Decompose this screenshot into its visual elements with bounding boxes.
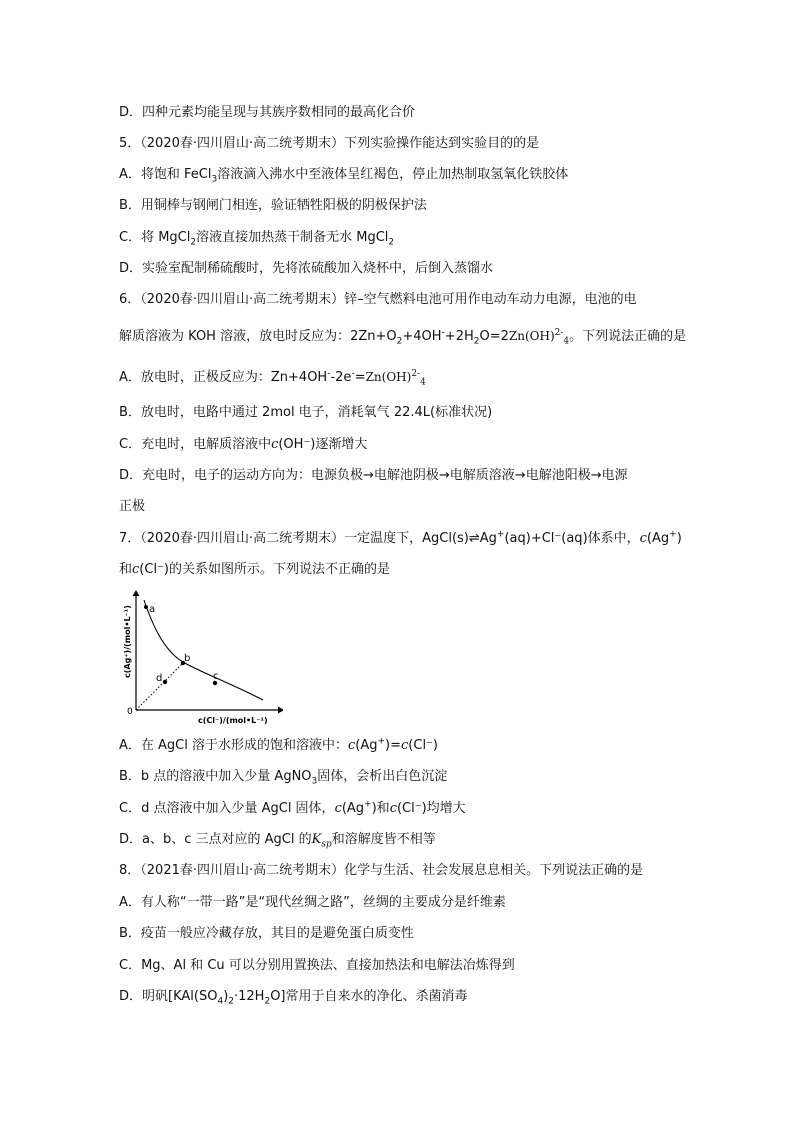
q4-option-d: D．四种元素均能呈现与其族序数相同的最高化合价 [119, 105, 416, 120]
q8-option-a: A．有人称“一带一路”是“现代丝绸之路”，丝绸的主要成分是纤维素 [119, 895, 506, 910]
q8-option-c: C．Mg、Al 和 Cu 可以分别用置换法、直接加热法和电解法冶炼得到 [119, 958, 515, 973]
y-axis-arrow [133, 590, 140, 596]
zincate-formula: Zn(OH)$^{2-}_4$ [508, 328, 570, 347]
q7-option-a: A．在 AgCl 溶于水形成的饱和溶液中：c(Ag+)=c(Cl⁻) [119, 736, 438, 753]
q5-option-b: B．用铜棒与钢闸门相连，验证牺牲阳极的阴极保护法 [119, 198, 427, 213]
q7-stem-line1: 7．（2020春·四川眉山·高二统考期末）一定温度下，AgCl(s)⇌Ag+(aq)+Cl⁻(aq)体系中，c(Ag+) [119, 529, 682, 546]
q7-option-c: C．d 点溶液中加入少量 AgCl 固体，c(Ag+)和c(Cl⁻)均增大 [119, 799, 466, 816]
solubility-curve [144, 600, 263, 700]
label-b: b [184, 653, 191, 664]
q6-option-d-line2: 正极 [119, 499, 146, 514]
x-axis-arrow [278, 707, 283, 714]
q5-option-c: C．将 MgCl$_2$溶液直接加热蒸干制备无水 MgCl$_2$ [119, 230, 395, 248]
q8-stem: 8．（2021春·四川眉山·高二统考期末）化学与生活、社会发展息息相关。下列说法正确的是 [119, 863, 644, 878]
q6-stem-line2: 解质溶液为 KOH 溶液，放电时反应为：$2Zn+O_2+4OH^-+2H_2O=2Zn(OH)^{2-}_4$。下列说法正确的是 [119, 327, 687, 347]
q6-option-c: C．充电时，电解质溶液中c(OH⁻)逐渐增大 [119, 437, 368, 452]
label-a: a [149, 604, 156, 615]
label-d: d [156, 673, 163, 684]
solubility-curve-graph [118, 590, 283, 730]
y-axis-label: c(Ag⁺)/(mol•L⁻¹) [123, 605, 132, 678]
point-a [144, 605, 148, 609]
x-axis-label: c(Cl⁻)/(mol•L⁻¹) [198, 716, 268, 725]
q8-option-d: D．明矾$[KAl(SO_4)_2\cdot 12H_2O]$常用于自来水的净化、杀菌消毒 [119, 989, 468, 1007]
q8-option-b: B．疫苗一般应冷藏存放，其目的是避免蛋白质变性 [119, 926, 414, 941]
q6-option-b: B．放电时，电路中通过 2mol 电子，消耗氧气 22.4L(标准状况) [119, 405, 493, 420]
label-c: c [213, 671, 219, 682]
q5-option-a: A．将饱和 FeCl$_3$溶液滴入沸水中至液体呈红褐色，停止加热制取氢氧化铁胶体 [119, 167, 569, 185]
origin-label: 0 [127, 707, 133, 717]
q7-option-d: D．a、b、c 三点对应的 AgCl 的$K_{sp}$和溶解度皆不相等 [119, 832, 436, 850]
dotted-line [136, 663, 183, 710]
q6-option-a: A．放电时，正极反应为：Zn+4OH--2e-=Zn(OH)$^{2-}_4$ [119, 368, 426, 388]
q5-stem: 5．（2020春·四川眉山·高二统考期末）下列实验操作能达到实验目的的是 [119, 136, 540, 151]
q5-option-d: D．实验室配制稀硫酸时，先将浓硫酸加入烧杯中，后倒入蒸馏水 [119, 261, 494, 276]
q7-stem-line2: 和c(Cl⁻)的关系如图所示。下列说法不正确的是 [119, 562, 390, 577]
point-d [163, 680, 167, 684]
q6-stem-line1: 6．（2020春·四川眉山·高二统考期末）锌–空气燃料电池可用作电动车动力电源，电池的电 [119, 292, 637, 307]
q6-option-d-line1: D．充电时，电子的运动方向为：电源负极→电解池阴极→电解质溶液→电解池阳极→电源 [119, 468, 628, 483]
zincate-formula: Zn(OH)$^{2-}_4$ [365, 369, 426, 388]
q7-option-b: B．b 点的溶液中加入少量 AgNO$_3$固体，会析出白色沉淀 [119, 769, 448, 787]
